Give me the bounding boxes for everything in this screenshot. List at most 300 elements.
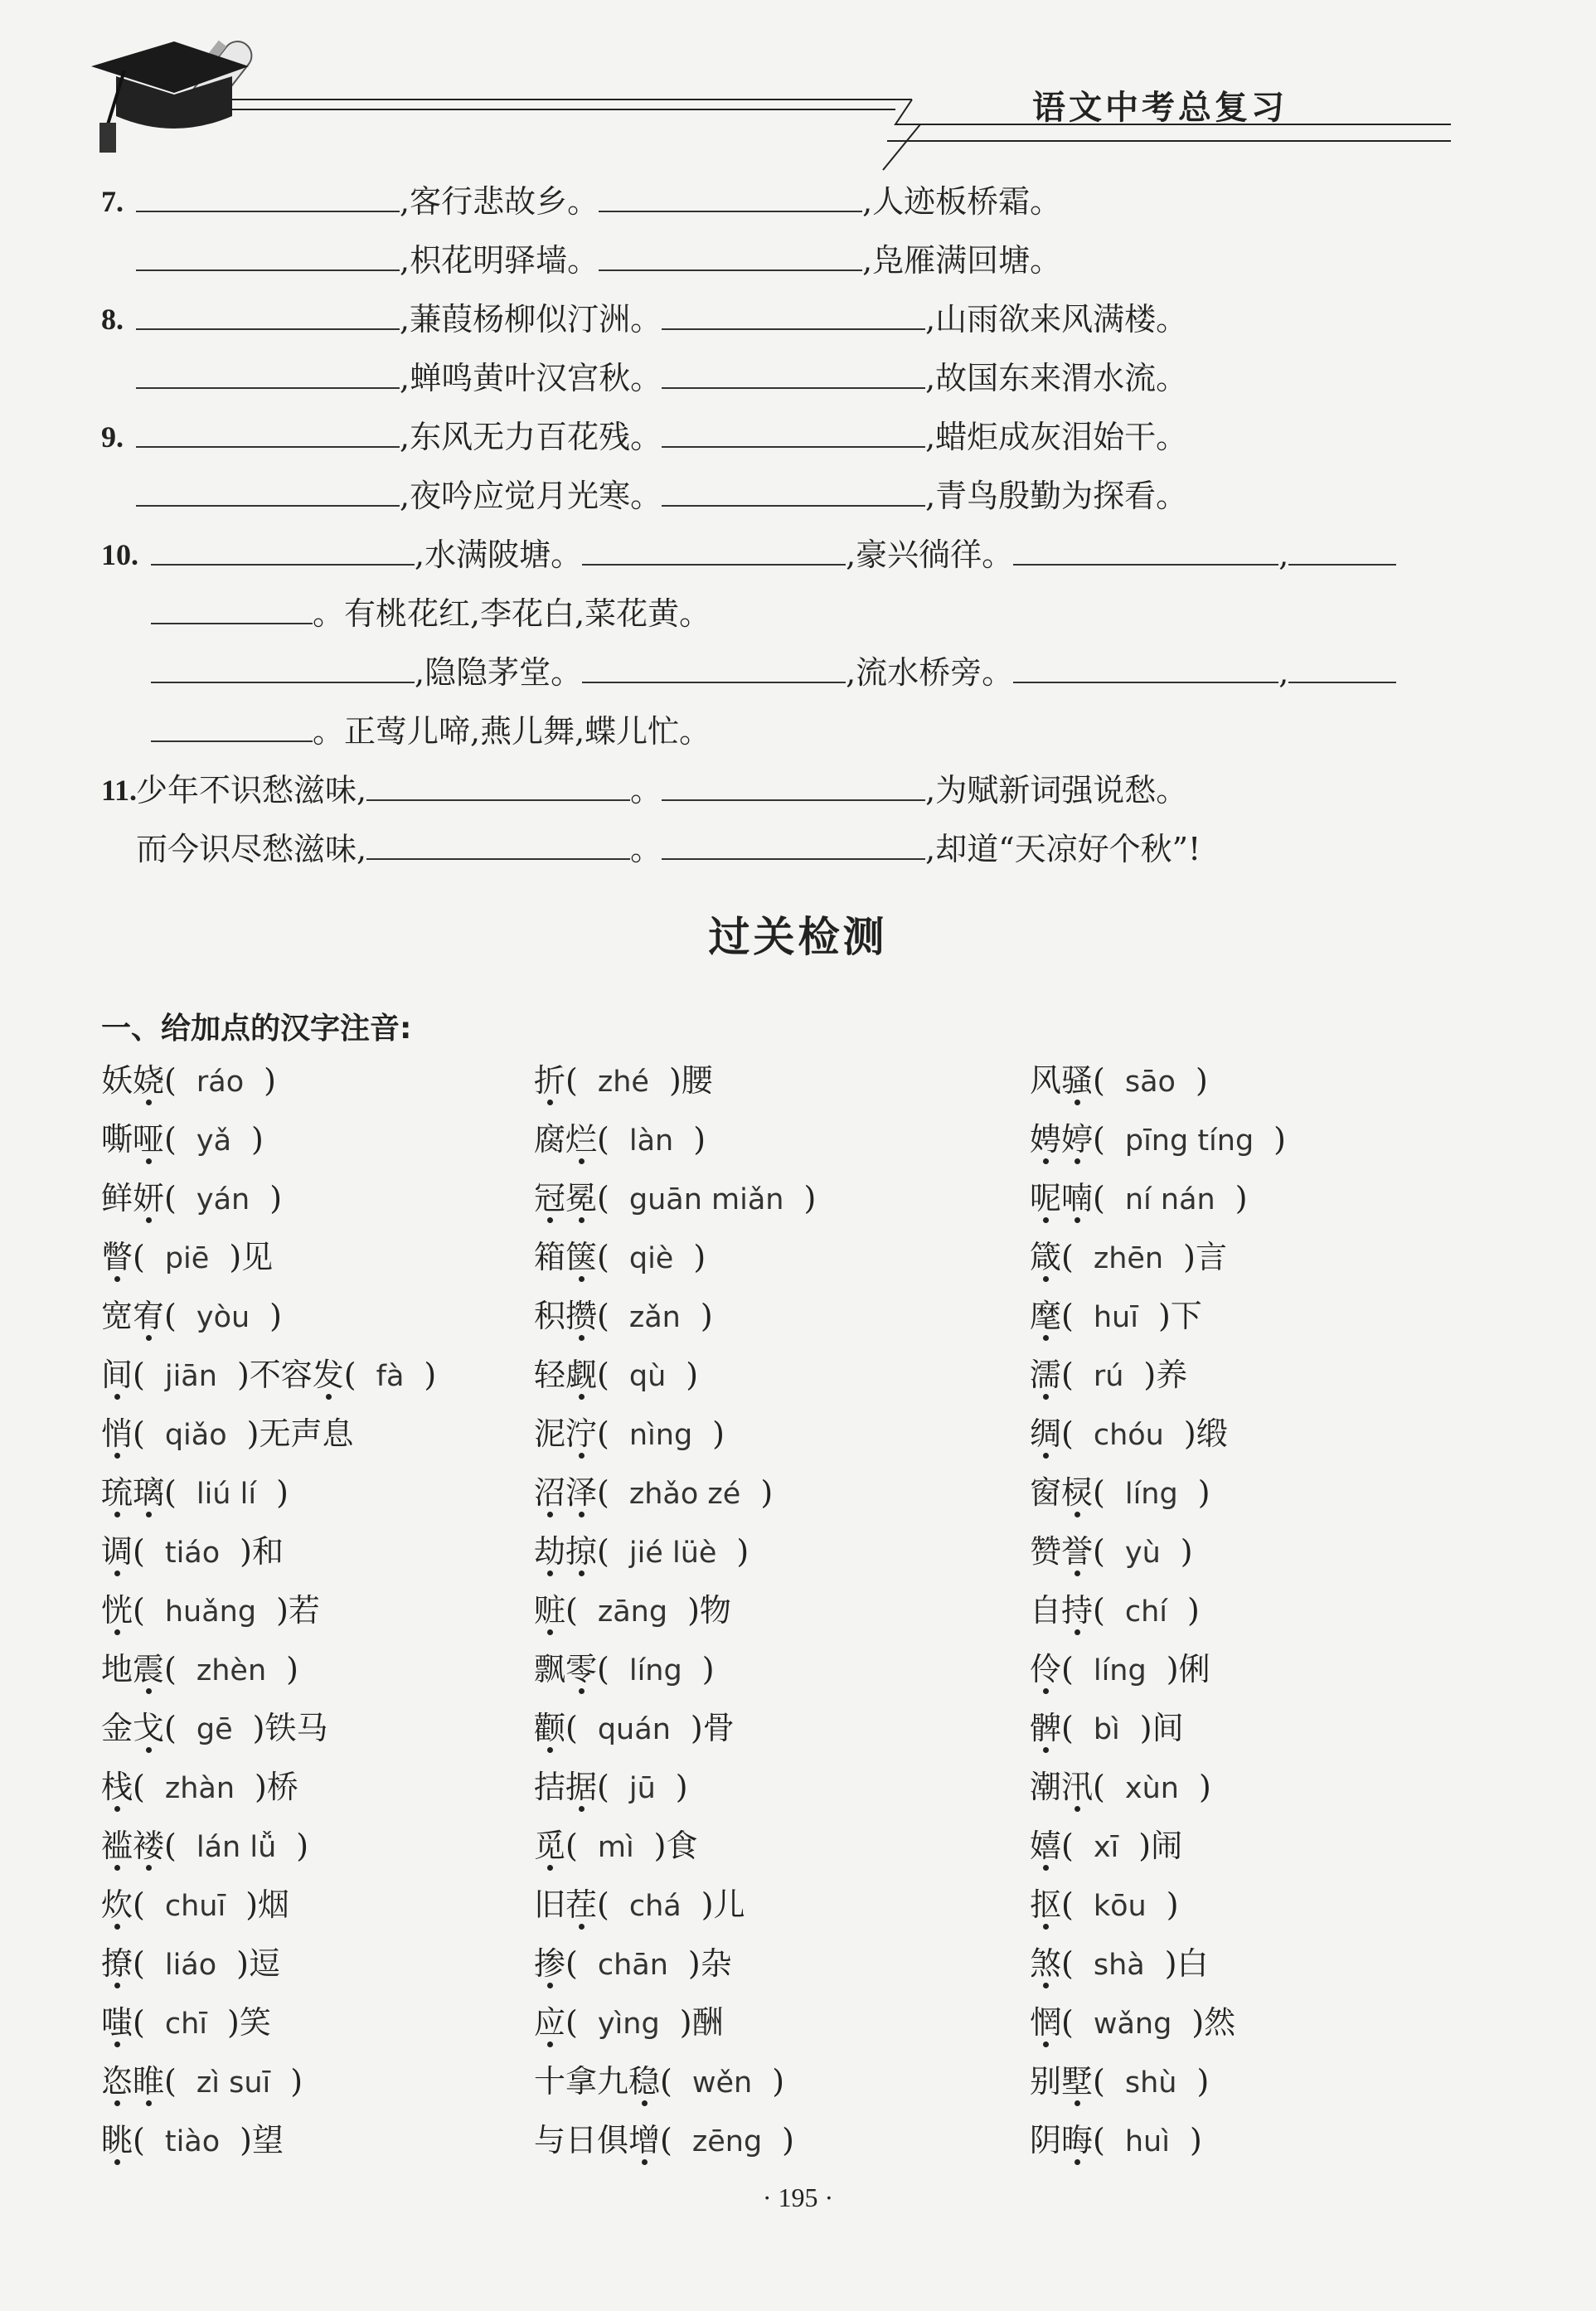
pinyin-item [534, 1876, 745, 1936]
word-part: 泥 [534, 1415, 566, 1452]
pinyin-answer[interactable]: quán [597, 1713, 671, 1746]
paren-close: ) [782, 2122, 794, 2158]
poem-line: ,隐隐茅堂。 [415, 654, 583, 691]
pinyin-answer[interactable]: bì [1093, 1713, 1120, 1746]
answer-blank[interactable] [1013, 645, 1278, 683]
paren-open: ( [1061, 2004, 1074, 2041]
pinyin-answer[interactable]: yìng [597, 2008, 660, 2041]
dotted-char: 应 [534, 2004, 566, 2041]
word-part: 养 [1156, 1357, 1188, 1393]
paren-close: ) [1197, 1474, 1210, 1511]
word-part: 骨 [702, 1710, 735, 1746]
dotted-char: 箴 [1030, 1239, 1062, 1275]
paren-close: ) [1273, 1121, 1286, 1158]
paren-open: ( [133, 1415, 145, 1452]
pinyin-answer[interactable]: ráo [196, 1066, 245, 1099]
pinyin-answer[interactable]: jiān [164, 1360, 217, 1393]
pinyin-answer[interactable]: xùn [1124, 1772, 1179, 1805]
paren-open: ( [565, 1828, 578, 1864]
pinyin-answer[interactable]: zāng [597, 1595, 668, 1629]
pinyin-answer[interactable]: zhēn [1093, 1242, 1164, 1275]
pinyin-item [101, 2052, 303, 2113]
pinyin-answer[interactable]: nìng [628, 1419, 693, 1452]
pinyin-item [1030, 1758, 1211, 1818]
word-part: 潮 [1030, 1769, 1062, 1805]
word-part: 妖 [101, 1062, 133, 1099]
pinyin-answer[interactable]: zì suī [196, 2066, 271, 2100]
pinyin-answer[interactable]: wěn [691, 2066, 753, 2100]
pinyin-item [1030, 1581, 1200, 1642]
pinyin-answer[interactable]: liáo [164, 1949, 217, 1982]
pinyin-answer[interactable]: zhǎo zé [628, 1478, 741, 1511]
paren-open: ( [597, 1651, 609, 1687]
pinyin-answer[interactable]: xī [1093, 1831, 1119, 1864]
pinyin-row [101, 1464, 1411, 1522]
paren-close: ) [1235, 1180, 1248, 1216]
pinyin-answer[interactable]: yǎ [196, 1124, 232, 1158]
dotted-char: 持 [1061, 1592, 1094, 1629]
word-part: 地 [101, 1651, 133, 1687]
word-part: 宽 [101, 1298, 133, 1334]
word-part: 腐 [534, 1121, 566, 1158]
paren-open: ( [133, 1533, 145, 1570]
word-part: 别 [1030, 2063, 1062, 2100]
pinyin-answer[interactable]: huì [1124, 2125, 1170, 2158]
pinyin-item [534, 1817, 698, 1877]
dotted-char: 眺 [101, 2122, 133, 2158]
pinyin-answer[interactable]: chuī [164, 1890, 226, 1923]
poem-line: ,青鸟殷勤为探看。 [925, 478, 1188, 514]
dotted-char: 伶 [1030, 1651, 1062, 1687]
paren-close: ) [1138, 1828, 1152, 1864]
word-part: 酬 [691, 2004, 724, 2041]
pinyin-answer[interactable]: làn [628, 1124, 674, 1158]
dotted-char: 沼 [534, 1474, 566, 1511]
poem-line: 。 [630, 831, 662, 867]
paren-close: ) [712, 1415, 725, 1452]
paren-open: ( [1061, 1357, 1074, 1393]
paren-open: ( [1093, 2122, 1105, 2158]
word-part: 俐 [1178, 1651, 1210, 1687]
pinyin-answer[interactable]: kōu [1093, 1890, 1147, 1923]
dotted-char: 戈 [133, 1710, 165, 1746]
paren-open: ( [660, 2063, 672, 2100]
paren-close: ) [1180, 1533, 1193, 1570]
dotted-char: 娆 [133, 1062, 165, 1099]
paren-close: ) [1198, 1769, 1211, 1805]
dotted-char: 泞 [565, 1415, 598, 1452]
pinyin-answer[interactable]: zhàn [164, 1772, 235, 1805]
dotted-char: 妍 [133, 1180, 165, 1216]
dotted-char: 娉 [1030, 1121, 1062, 1158]
word-part: 积 [534, 1298, 566, 1334]
answer-blank[interactable] [1288, 645, 1396, 683]
dotted-char: 喃 [1061, 1180, 1094, 1216]
paren-open: ( [1061, 1415, 1074, 1452]
answer-blank[interactable] [599, 174, 862, 212]
word-part: 无声息 [259, 1415, 354, 1452]
pinyin-item [101, 1876, 289, 1936]
paren-close: ) [1166, 1651, 1179, 1687]
dotted-char: 栈 [101, 1769, 133, 1805]
pinyin-answer[interactable]: líng [1124, 1478, 1178, 1511]
answer-blank[interactable] [662, 469, 925, 507]
poem-line: ,夜吟应觉月光寒。 [400, 478, 662, 514]
pinyin-item [101, 1993, 271, 2054]
dotted-char: 绸 [1030, 1415, 1062, 1452]
answer-blank[interactable] [136, 174, 400, 212]
paren-close: ) [772, 2063, 785, 2100]
paren-open: ( [597, 1769, 609, 1805]
dotted-char: 麾 [1030, 1298, 1062, 1334]
dotted-char: 骚 [1061, 1062, 1094, 1099]
dotted-char: 零 [565, 1651, 598, 1687]
answer-blank[interactable] [582, 527, 846, 566]
word-part: 赞 [1030, 1533, 1062, 1570]
pinyin-row [101, 1287, 1411, 1346]
paren-close: ) [1183, 1415, 1196, 1452]
paren-open: ( [597, 1239, 609, 1275]
pinyin-row [101, 1346, 1411, 1405]
fill-in-section [101, 172, 1444, 879]
answer-blank[interactable] [599, 233, 862, 271]
poem-line: , [1278, 536, 1289, 573]
paren-close: ) [286, 1651, 298, 1687]
answer-blank[interactable] [151, 586, 313, 624]
word-part: 然 [1204, 2004, 1236, 2041]
dotted-char: 炊 [101, 1886, 133, 1923]
paren-open: ( [133, 1357, 145, 1393]
fill-row [101, 820, 1444, 879]
pinyin-answer[interactable]: gē [196, 1713, 233, 1746]
poem-line: ,流水桥旁。 [846, 654, 1014, 691]
pinyin-item [1030, 1640, 1210, 1701]
pinyin-item [534, 1228, 706, 1289]
paren-open: ( [133, 1769, 145, 1805]
pinyin-answer[interactable]: qiǎo [164, 1419, 227, 1452]
pinyin-answer[interactable]: jié lüè [628, 1537, 717, 1570]
pinyin-answer[interactable]: guān miǎn [628, 1183, 784, 1216]
pinyin-answer[interactable]: piē [164, 1242, 210, 1275]
dotted-char: 冠 [534, 1180, 566, 1216]
pinyin-answer[interactable]: zhèn [196, 1654, 267, 1687]
fill-row [101, 172, 1444, 231]
answer-blank[interactable] [151, 527, 415, 566]
dotted-char: 褛 [133, 1828, 165, 1864]
paren-close: ) [236, 1945, 249, 1982]
paren-open: ( [1061, 1298, 1074, 1334]
paren-open: ( [133, 1886, 145, 1923]
dotted-char: 烂 [565, 1121, 598, 1158]
word-part: 与日俱 [534, 2122, 629, 2158]
pinyin-answer[interactable]: huǎng [164, 1595, 257, 1629]
word-part: 嘶 [101, 1121, 133, 1158]
pinyin-answer[interactable]: liú lí [196, 1478, 257, 1511]
word-part: 十拿九 [534, 2063, 629, 2100]
paren-close: ) [1183, 1239, 1196, 1275]
dotted-char: 惘 [1030, 2004, 1062, 2041]
paren-open: ( [1061, 1710, 1074, 1746]
paren-open: ( [164, 1828, 177, 1864]
pinyin-item [1030, 1522, 1193, 1583]
paren-close: ) [269, 1180, 283, 1216]
paren-open: ( [597, 1886, 609, 1923]
pinyin-answer[interactable]: zhé [597, 1066, 649, 1099]
paren-close: ) [686, 1357, 699, 1393]
paren-open: ( [164, 2063, 177, 2100]
answer-blank[interactable] [151, 645, 415, 683]
poem-line: ,凫雁满回塘。 [862, 242, 1062, 279]
question-number: 7. [101, 185, 124, 218]
dotted-char: 据 [565, 1769, 598, 1805]
pinyin-answer[interactable]: yòu [196, 1301, 250, 1334]
pinyin-answer[interactable]: zēng [691, 2125, 763, 2158]
paren-close: ) [1189, 2122, 1202, 2158]
poem-line: 。 [630, 772, 662, 808]
pinyin-answer[interactable]: fà [376, 1360, 405, 1393]
answer-blank[interactable] [136, 410, 400, 448]
pinyin-answer[interactable]: zǎn [628, 1301, 681, 1334]
word-part: 腰 [681, 1062, 713, 1099]
answer-blank[interactable] [151, 704, 313, 742]
question-number: 10. [101, 538, 138, 571]
pinyin-item [1030, 2052, 1209, 2113]
paren-open: ( [1061, 1239, 1074, 1275]
word-part: 箱 [534, 1239, 566, 1275]
pinyin-answer[interactable]: chóu [1093, 1419, 1164, 1452]
paren-open: ( [565, 1710, 578, 1746]
dotted-char: 嬉 [1030, 1828, 1062, 1864]
paren-open: ( [597, 1298, 609, 1334]
pinyin-item [101, 1640, 298, 1701]
answer-blank[interactable] [662, 351, 925, 389]
paren-close: ) [255, 1769, 267, 1805]
pinyin-answer[interactable]: huī [1093, 1301, 1138, 1334]
poem-line: ,水满陂塘。 [415, 536, 583, 573]
paren-open: ( [565, 2004, 578, 2041]
pinyin-answer[interactable]: mì [597, 1831, 634, 1864]
page-number: · 195 · [762, 2182, 834, 2212]
paren-close: ) [701, 1886, 714, 1923]
pinyin-answer[interactable]: pīng tíng [1124, 1124, 1254, 1158]
paren-open: ( [1093, 1769, 1105, 1805]
pinyin-answer[interactable]: chá [628, 1890, 682, 1923]
pinyin-answer[interactable]: wǎng [1093, 2008, 1172, 2041]
dotted-char: 攒 [565, 1298, 598, 1334]
dotted-char: 睢 [133, 2063, 165, 2100]
pinyin-answer[interactable]: rú [1093, 1360, 1124, 1393]
answer-blank[interactable] [136, 469, 400, 507]
poem-line: ,山雨欲来风满楼。 [925, 301, 1188, 337]
word-part: 见 [241, 1239, 274, 1275]
paren-close: ) [1157, 1298, 1171, 1334]
paren-close: ) [701, 1651, 715, 1687]
pinyin-row [101, 1993, 1411, 2052]
paren-close: ) [245, 1886, 259, 1923]
paren-close: ) [229, 1239, 242, 1275]
word-part: 铁马 [264, 1710, 328, 1746]
pinyin-item [534, 1581, 731, 1642]
pinyin-row [101, 2111, 1411, 2170]
fill-row [101, 526, 1444, 585]
word-part: 若 [288, 1592, 320, 1629]
poem-line: 。有桃花红,李花白,菜花黄。 [313, 595, 711, 632]
word-part: 桥 [266, 1769, 298, 1805]
word-part: 下 [1170, 1298, 1202, 1334]
dotted-char: 恍 [101, 1592, 133, 1629]
answer-blank[interactable] [136, 292, 400, 330]
pinyin-item [101, 1169, 282, 1230]
pinyin-answer[interactable]: chī [164, 2008, 207, 2041]
answer-blank[interactable] [366, 822, 630, 860]
paren-open: ( [164, 1180, 177, 1216]
dotted-char: 煞 [1030, 1945, 1062, 1982]
answer-blank[interactable] [1288, 527, 1396, 566]
dotted-char: 宥 [133, 1298, 165, 1334]
paren-open: ( [1061, 1886, 1074, 1923]
pinyin-answer[interactable]: jū [628, 1772, 656, 1805]
pinyin-item [101, 1287, 282, 1347]
word-part: 风 [1030, 1062, 1062, 1099]
word-part: 旧 [534, 1886, 566, 1923]
pinyin-answer[interactable]: tiáo [164, 1537, 221, 1570]
poem-line: ,为赋新词强说愁。 [925, 772, 1188, 808]
fill-row [101, 761, 1444, 820]
pinyin-answer[interactable]: qiè [628, 1242, 674, 1275]
answer-blank[interactable] [1013, 527, 1278, 566]
answer-blank[interactable] [136, 233, 400, 271]
dotted-char: 晦 [1061, 2122, 1094, 2158]
dotted-char: 嗤 [101, 2004, 133, 2041]
word-part: 阴 [1030, 2122, 1062, 2158]
paren-open: ( [1093, 1533, 1105, 1570]
pinyin-item [534, 1640, 715, 1701]
answer-blank[interactable] [662, 292, 925, 330]
fill-row [101, 467, 1444, 526]
pinyin-answer[interactable]: shù [1124, 2066, 1177, 2100]
paren-open: ( [1093, 1180, 1105, 1216]
dotted-char: 琉 [101, 1474, 133, 1511]
pinyin-answer[interactable]: tiào [164, 2125, 221, 2158]
word-part: 物 [699, 1592, 731, 1629]
pinyin-item [534, 1287, 713, 1347]
paren-open: ( [133, 1239, 145, 1275]
answer-blank[interactable] [366, 763, 630, 801]
pinyin-row [101, 1699, 1411, 1758]
paren-open: ( [164, 1651, 177, 1687]
pinyin-item [1030, 1464, 1210, 1524]
paren-close: ) [760, 1474, 774, 1511]
paren-close: ) [252, 1710, 265, 1746]
pinyin-answer[interactable]: ní nán [1124, 1183, 1215, 1216]
pinyin-row [101, 1581, 1411, 1640]
paren-close: ) [1166, 1886, 1179, 1923]
paren-open: ( [565, 1062, 578, 1099]
paren-open: ( [1093, 1474, 1105, 1511]
dotted-char: 哑 [133, 1121, 165, 1158]
pinyin-answer[interactable]: yù [1124, 1537, 1161, 1570]
dotted-char: 悄 [101, 1415, 133, 1452]
paren-close: ) [803, 1180, 817, 1216]
poem-line: ,豪兴徜徉。 [846, 536, 1014, 573]
pinyin-row [101, 1876, 1411, 1935]
answer-blank[interactable] [662, 822, 925, 860]
dotted-char: 间 [101, 1357, 133, 1393]
word-part: 间 [1152, 1710, 1184, 1746]
paren-close: ) [668, 1062, 682, 1099]
pinyin-answer[interactable]: qù [628, 1360, 667, 1393]
section-title: 过关检测 [708, 913, 888, 961]
answer-blank[interactable] [582, 645, 846, 683]
word-part: 和 [251, 1533, 284, 1570]
pinyin-item [101, 1522, 284, 1583]
dotted-char: 掠 [565, 1533, 598, 1570]
paren-open: ( [597, 1415, 609, 1452]
pinyin-item [101, 1817, 308, 1877]
dotted-char: 抠 [1030, 1886, 1062, 1923]
poem-line: ,故国东来渭水流。 [925, 360, 1188, 396]
paren-open: ( [565, 1592, 578, 1629]
pinyin-row [101, 1522, 1411, 1581]
word-part: 闹 [1151, 1828, 1183, 1864]
paren-close: ) [679, 2004, 692, 2041]
pinyin-answer[interactable]: yán [196, 1183, 250, 1216]
question-number: 11. [101, 774, 138, 807]
word-part: 烟 [258, 1886, 290, 1923]
pinyin-answer[interactable]: chí [1124, 1595, 1168, 1629]
paren-open: ( [133, 2122, 145, 2158]
pinyin-item [534, 1169, 816, 1230]
pinyin-item [1030, 1993, 1235, 2054]
question-number: 9. [101, 420, 124, 454]
pinyin-answer[interactable]: chān [597, 1949, 668, 1982]
answer-blank[interactable] [136, 351, 400, 389]
dotted-char: 茬 [565, 1886, 598, 1923]
poem-line: ,东风无力百花残。 [400, 419, 662, 455]
paren-close: ) [269, 1298, 282, 1334]
paren-close: ) [653, 1828, 667, 1864]
pinyin-item [1030, 1051, 1208, 1112]
book-title: 语文中考总复习 [1032, 88, 1288, 127]
answer-blank[interactable] [662, 763, 925, 801]
pinyin-answer[interactable]: sāo [1124, 1066, 1176, 1099]
paren-close: ) [424, 1357, 437, 1393]
pinyin-answer[interactable]: shà [1093, 1949, 1145, 1982]
dotted-char: 箧 [565, 1239, 598, 1275]
dotted-char: 折 [534, 1062, 566, 1099]
pinyin-answer[interactable]: líng [628, 1654, 682, 1687]
paren-close: ) [296, 1828, 309, 1864]
pinyin-item [101, 1405, 354, 1465]
pinyin-answer[interactable]: lán lǚ [196, 1831, 277, 1864]
paren-close: ) [240, 1533, 252, 1570]
paren-open: ( [1093, 1121, 1105, 1158]
pinyin-item [534, 1522, 749, 1583]
paren-open: ( [164, 1121, 177, 1158]
dotted-char: 觑 [565, 1357, 598, 1393]
fill-row [101, 702, 1444, 761]
dotted-char: 瞥 [101, 1239, 133, 1275]
pinyin-item [534, 1935, 732, 1995]
poem-line: ,人迹板桥霜。 [862, 183, 1062, 220]
paren-open: ( [597, 1474, 609, 1511]
pinyin-answer[interactable]: líng [1093, 1654, 1147, 1687]
answer-blank[interactable] [662, 410, 925, 448]
pinyin-item [101, 1228, 273, 1289]
word-part: 拮 [534, 1769, 566, 1805]
dotted-char: 发 [312, 1357, 344, 1393]
paren-close: ) [246, 1415, 260, 1452]
